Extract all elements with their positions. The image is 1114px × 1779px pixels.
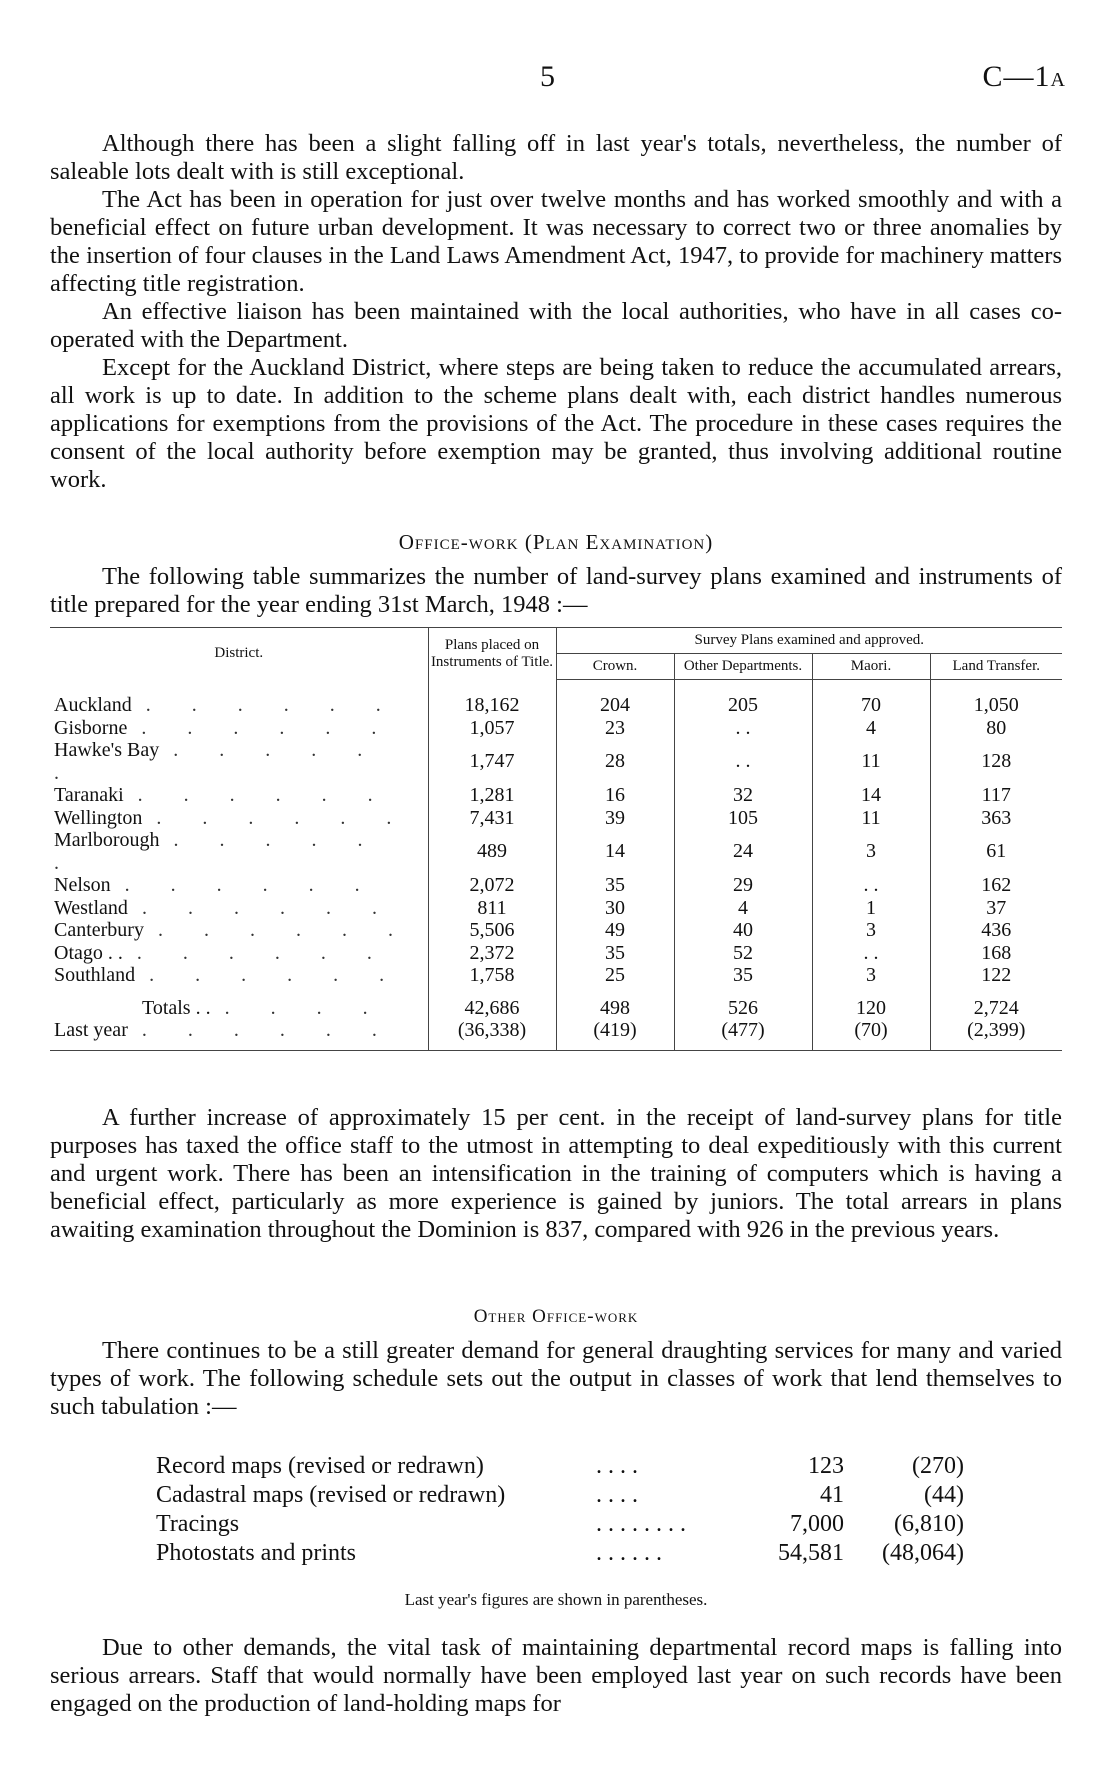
district-name: Marlborough [54, 829, 160, 851]
crown-cell: 23 [556, 717, 674, 740]
schedule-label: Tracings [156, 1511, 240, 1537]
table-end-rule [50, 1042, 1062, 1051]
schedule-value: 123 [808, 1453, 844, 1479]
table-row [50, 784, 1062, 807]
last-year-label-cell [50, 1019, 428, 1042]
plans-cell: 2,072 [428, 874, 556, 897]
output-schedule-table [150, 1452, 970, 1568]
crown-cell: 204 [556, 694, 674, 717]
district-cell [50, 807, 428, 830]
other-departments-total-cell: 526 [674, 997, 812, 1020]
district-cell [50, 897, 428, 920]
crown-cell: 14 [556, 829, 674, 874]
document-reference [983, 60, 1066, 94]
schedule-label: Photostats and prints [156, 1540, 357, 1566]
schedule-last-year: (6,810) [894, 1511, 964, 1537]
totals-label: Totals . . [142, 996, 211, 1019]
maori-cell: 14 [812, 784, 930, 807]
district-cell [50, 964, 428, 987]
schedule-last-year: (44) [924, 1482, 964, 1508]
last-year-label: Last year [54, 1019, 128, 1041]
schedule-row [150, 1452, 970, 1481]
district-header: District. [50, 628, 428, 680]
table-row [50, 807, 1062, 830]
other-departments-cell: . . [674, 739, 812, 784]
land-transfer-cell: 37 [930, 897, 1062, 920]
paragraph-auckland-arrears: Except for the Auckland District, where steps are being taken to reduce the accumulated arrears, all work is up to date. In addition to the scheme plans dealt with, each district handles numerous applications for exemptions from the provisions of the Act. The procedure in these cases requires the consent of the local authority before exemption may be granted, thus involving additional routine work. [50, 354, 1062, 493]
leader-dots: . . . . . . [137, 784, 391, 806]
leader-dots: . . . . [224, 996, 386, 1019]
land-transfer-cell: 1,050 [930, 694, 1062, 717]
maori-cell: 3 [812, 829, 930, 874]
leader-dots: . . . . . . [124, 874, 378, 896]
leader-dots: . . . . . . [54, 739, 381, 784]
other-departments-cell: 105 [674, 807, 812, 830]
maori-last-year-cell: (70) [812, 1019, 930, 1042]
leader-dots: . . . . . . [141, 896, 395, 919]
crown-cell: 28 [556, 739, 674, 784]
schedule-row [150, 1539, 970, 1568]
district-name: Auckland [54, 694, 132, 716]
land-transfer-cell: 122 [930, 964, 1062, 987]
crown-cell: 25 [556, 964, 674, 987]
crown-cell: 35 [556, 874, 674, 897]
leader-dots: . . . . . . [136, 941, 390, 964]
totals-row [50, 997, 1062, 1020]
plans-total-cell: 42,686 [428, 997, 556, 1020]
district-name: Nelson [54, 874, 111, 896]
plans-cell: 811 [428, 897, 556, 920]
crown-cell: 16 [556, 784, 674, 807]
land-transfer-last-year-cell: (2,399) [930, 1019, 1062, 1042]
plans-cell: 1,747 [428, 739, 556, 784]
district-name: Otago . . [54, 941, 123, 964]
land-transfer-cell: 168 [930, 942, 1062, 965]
plans-cell: 7,431 [428, 807, 556, 830]
paragraph-record-maps-arrears: Due to other demands, the vital task of maintaining departmental record maps is falling into serious arrears. Staff that would normally have been employed last year on such records have been engaged on the production of land-holding maps for [50, 1634, 1062, 1717]
district-cell [50, 942, 428, 965]
heading-office-work: Office-work (Plan Examination) [398, 530, 714, 554]
paragraph-draughting-services: There continues to be a still greater demand for general draughting services for many and varied types of work. The following schedule sets out the output in classes of work that lend themselves to such tabulation :— [50, 1337, 1062, 1420]
crown-cell: 39 [556, 807, 674, 830]
schedule-footnote: Last year's figures are shown in parentheses. [404, 1590, 708, 1609]
other-departments-cell: 205 [674, 694, 812, 717]
land-transfer-cell: 128 [930, 739, 1062, 784]
land-transfer-cell: 162 [930, 874, 1062, 897]
schedule-value: 41 [820, 1482, 844, 1508]
leader-dots: . . . . . . [145, 694, 399, 716]
leader-dots: . . . . . . [54, 829, 381, 874]
schedule-last-year: (48,064) [882, 1540, 964, 1566]
maori-cell: 11 [812, 807, 930, 830]
schedule-row [150, 1481, 970, 1510]
page-number: 5 [540, 60, 555, 93]
heading-other-office-work: Other Office-work [473, 1306, 639, 1327]
maori-cell: 11 [812, 739, 930, 784]
crown-last-year-cell: (419) [556, 1019, 674, 1042]
district-cell [50, 784, 428, 807]
schedule-label: Record maps (revised or redrawn) [156, 1453, 484, 1479]
document-reference-suffix: A [1050, 69, 1066, 91]
district-name: Taranaki [54, 784, 124, 806]
table-row [50, 694, 1062, 717]
crown-cell: 30 [556, 897, 674, 920]
table-row [50, 942, 1062, 965]
leader-dots: . . . . [596, 1482, 638, 1508]
table-row [50, 717, 1062, 740]
district-name: Southland [54, 964, 136, 986]
table-row [50, 829, 1062, 874]
plans-cell: 1,057 [428, 717, 556, 740]
plans-last-year-cell: (36,338) [428, 1019, 556, 1042]
land-transfer-cell: 80 [930, 717, 1062, 740]
crown-total-cell: 498 [556, 997, 674, 1020]
district-name: Canterbury [54, 919, 144, 941]
other-departments-cell: 4 [674, 897, 812, 920]
paragraph-act-operation: The Act has been in operation for just over twelve months and has worked smoothly and with a beneficial effect on future urban development. It was necessary to correct two or three anomalies by the insertion of four clauses in the Land Laws Amendment Act, 1947, to provide for machinery matters affecting title registration. [50, 186, 1062, 297]
land-transfer-cell: 117 [930, 784, 1062, 807]
maori-total-cell: 120 [812, 997, 930, 1020]
other-departments-cell: 52 [674, 942, 812, 965]
district-name: Hawke's Bay [54, 739, 160, 761]
land-transfer-header: Land Transfer. [930, 654, 1062, 680]
other-departments-cell: . . [674, 717, 812, 740]
district-name: Westland [54, 896, 128, 919]
leader-dots: . . . . [596, 1453, 638, 1479]
plans-cell: 1,281 [428, 784, 556, 807]
crown-cell: 35 [556, 942, 674, 965]
paragraph-survey-plans-increase: A further increase of approximately 15 per cent. in the receipt of land-survey plans for title purposes has taxed the office staff to the utmost in attempting to deal expeditiously with this current and urgent work. There has been an intensification in the training of computers which is having a beneficial effect, particularly as more experience is gained by juniors. The total arrears in plans awaiting examination throughout the Dominion is 837, compared with 926 in the previous years. [50, 1104, 1062, 1243]
maori-cell: . . [812, 874, 930, 897]
district-cell [50, 694, 428, 717]
district-cell [50, 919, 428, 942]
district-cell [50, 829, 428, 874]
leader-dots: . . . . . . [157, 919, 411, 941]
maori-cell: 3 [812, 964, 930, 987]
land-transfer-cell: 363 [930, 807, 1062, 830]
page-header [0, 60, 1114, 100]
district-name: Gisborne [54, 716, 128, 739]
maori-cell: . . [812, 942, 930, 965]
survey-plans-header: Survey Plans examined and approved. [556, 628, 1062, 654]
schedule-row [150, 1510, 970, 1539]
paragraph-liaison: An effective liaison has been maintained with the local authorities, who have in all cases co-operated with the Department. [50, 298, 1062, 353]
other-departments-cell: 24 [674, 829, 812, 874]
plan-examination-table [50, 627, 1062, 1051]
totals-label-cell [50, 997, 428, 1020]
paragraph-table-intro: The following table summarizes the number of land-survey plans examined and instruments of title prepared for the year ending 31st March, 1948 :— [50, 563, 1062, 618]
table-spacer [50, 987, 1062, 997]
land-transfer-total-cell: 2,724 [930, 997, 1062, 1020]
plans-cell: 5,506 [428, 919, 556, 942]
crown-header: Crown. [556, 654, 674, 680]
schedule-label: Cadastral maps (revised or redrawn) [156, 1482, 506, 1508]
schedule-value: 7,000 [790, 1511, 844, 1537]
crown-cell: 49 [556, 919, 674, 942]
table-row [50, 874, 1062, 897]
maori-cell: 70 [812, 694, 930, 717]
paragraph-falling-off: Although there has been a slight falling off in last year's totals, nevertheless, the number of saleable lots dealt with is still exceptional. [50, 130, 1062, 185]
district-cell [50, 739, 428, 784]
schedule-last-year: (270) [912, 1453, 964, 1479]
other-departments-last-year-cell: (477) [674, 1019, 812, 1042]
leader-dots: . . . . . . [141, 716, 395, 739]
last-year-row [50, 1019, 1062, 1042]
document-reference-main: C—1 [982, 60, 1051, 93]
land-transfer-cell: 61 [930, 829, 1062, 874]
plans-placed-header: Plans placed on Instruments of Title. [428, 628, 556, 680]
plans-cell: 2,372 [428, 942, 556, 965]
table-row [50, 964, 1062, 987]
other-departments-header: Other Departments. [674, 654, 812, 680]
land-transfer-cell: 436 [930, 919, 1062, 942]
district-cell [50, 874, 428, 897]
leader-dots: . . . . . . [596, 1540, 662, 1566]
district-name: Wellington [54, 806, 143, 829]
other-departments-cell: 32 [674, 784, 812, 807]
maori-cell: 3 [812, 919, 930, 942]
district-cell [50, 717, 428, 740]
table-header-row [50, 628, 1062, 654]
leader-dots: . . . . . . [141, 1019, 395, 1041]
leader-dots: . . . . . . . . [596, 1511, 686, 1537]
plans-cell: 18,162 [428, 694, 556, 717]
plans-cell: 489 [428, 829, 556, 874]
maori-header: Maori. [812, 654, 930, 680]
other-departments-cell: 35 [674, 964, 812, 987]
maori-cell: 1 [812, 897, 930, 920]
leader-dots: . . . . . . [149, 964, 403, 986]
leader-dots: . . . . . . [156, 806, 410, 829]
maori-cell: 4 [812, 717, 930, 740]
other-departments-cell: 29 [674, 874, 812, 897]
schedule-value: 54,581 [778, 1540, 844, 1566]
table-spacer [50, 680, 1062, 695]
other-departments-cell: 40 [674, 919, 812, 942]
table-row [50, 919, 1062, 942]
table-row [50, 897, 1062, 920]
table-row [50, 739, 1062, 784]
plans-cell: 1,758 [428, 964, 556, 987]
